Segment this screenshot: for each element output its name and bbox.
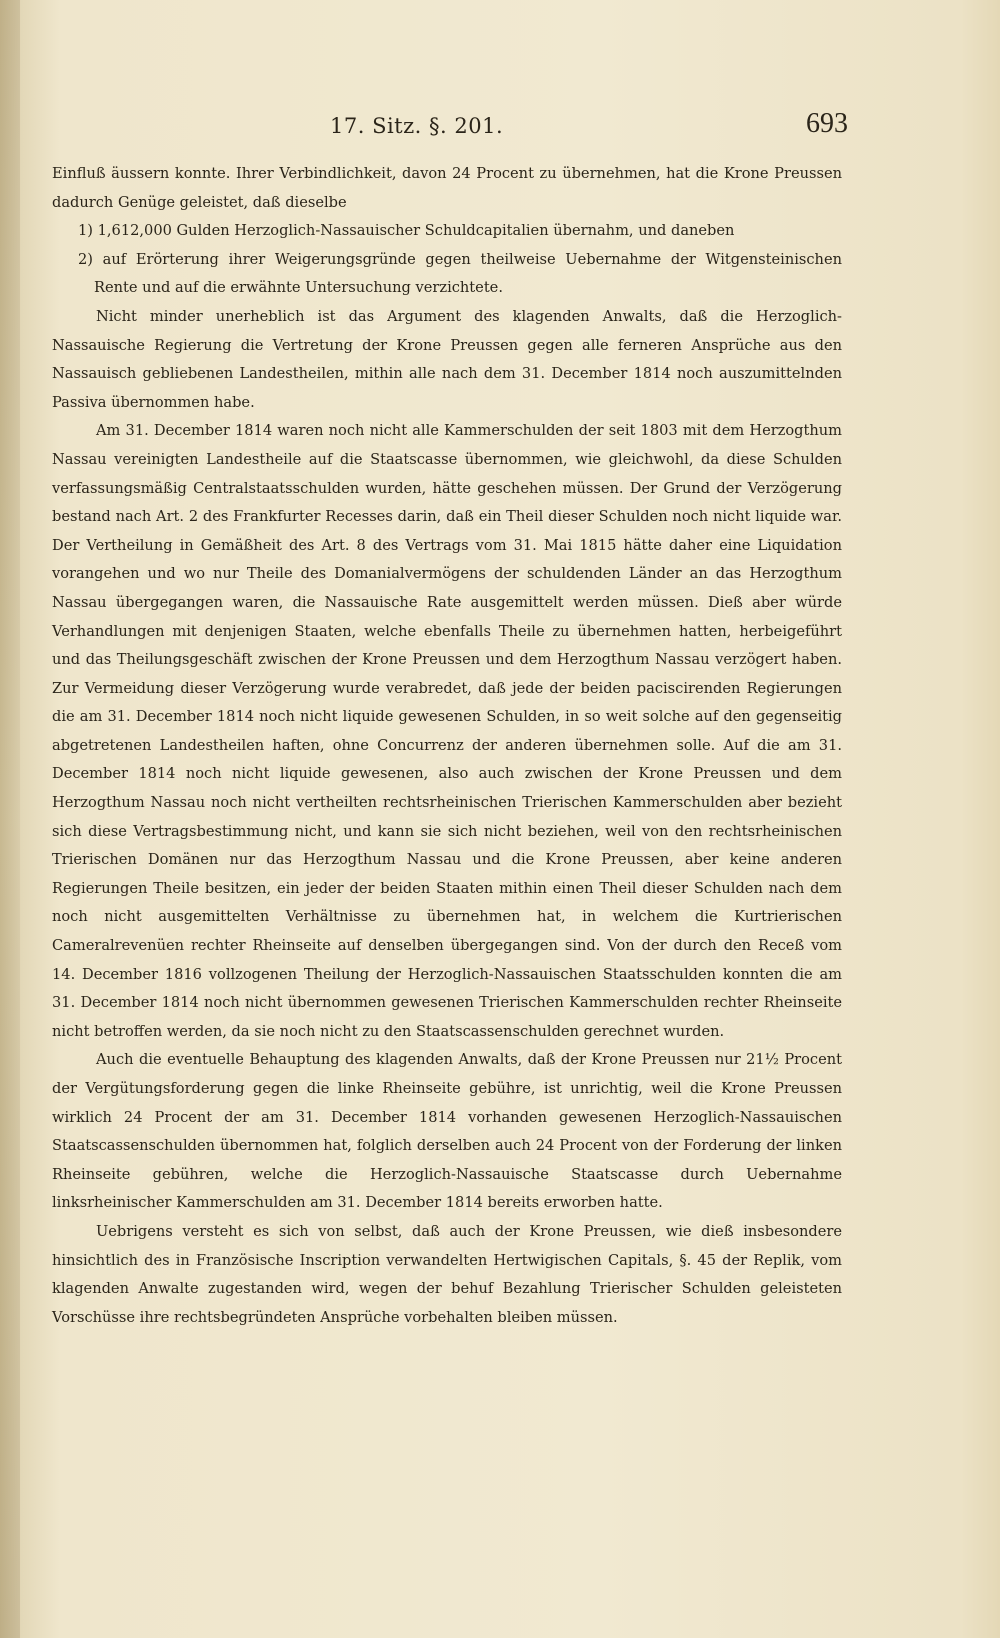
page-body xyxy=(52,160,842,1332)
paragraph: Nicht minder unerheblich ist das Argument des klagenden Anwalts, daß die Herzoglich-Nassauische Regierung die Vertretung der Krone Preussen gegen alle ferneren Ansprüche aus den Nassauisch gebliebenen Landestheilen, mithin alle nach dem 31. December 1814 noch auszumittelnden Passiva übernommen habe. xyxy=(52,307,842,411)
paragraph: Uebrigens versteht es sich von selbst, daß auch der Krone Preussen, wie dieß insbesondere hinsichtlich des in Französische Inscription verwandelten Hertwigischen Capitals, §. 45 der Replik, vom klagenden Anwalte zugestanden wird, wegen der behuf Bezahlung Trierischer Schulden geleisteten Vorschüsse ihre rechtsbegründeten Ansprüche vorbehalten bleiben müssen. xyxy=(52,1222,842,1326)
list-item-1: 1) 1,612,000 Gulden Herzoglich-Nassauischer Schuldcapitalien übernahm, und daneben xyxy=(78,222,735,240)
paragraph: Am 31. December 1814 waren noch nicht alle Kammerschulden der seit 1803 mit dem Herzogthum Nassau vereinigten Landestheile auf die Staatscasse übernommen, wie gleichwohl, da diese Schulden verfassungsmäßig Centralstaatsschulden wurden, hätte geschehen müssen. Der Grund der Verzögerung bestand nach Art. 2 des Frankfurter Recesses darin, daß ein Theil dieser Schulden noch nicht liquide war. Der Vertheilung in Gemäßheit des Art. 8 des Vertrags vom 31. Mai 1815 hätte daher eine Liquidation vorangehen und wo nur Theile des Domanialvermögens der schuldenden Länder an das Herzogthum Nassau übergegangen waren, die Nassauische Rate ausgemittelt werden müssen. Dieß aber würde Verhandlungen mit denjenigen Staaten, welche ebenfalls Theile zu übernehmen hatten, herbeigeführt und das Theilungsgeschäft zwischen der Krone Preussen und dem Herzogthum Nassau verzögert haben. Zur Vermeidung dieser Verzögerung wurde verabredet, daß jede der beiden paciscirenden Regierungen die am 31. December 1814 noch nicht liquide gewesenen Schulden, in so weit solche auf den gegenseitig abgetretenen Landestheilen haften, ohne Concurrenz der anderen übernehmen solle. Auf die am 31. December 1814 noch nicht liquide gewesenen, also auch zwischen der Krone Preussen und dem Herzogthum Nassau noch nicht vertheilten rechtsrheinischen Trierischen Kammerschulden aber bezieht sich diese Vertragsbestimmung nicht, und kann sie sich nicht beziehen, weil von den rechtsrheinischen Trierischen Domänen nur das Herzogthum Nassau und die Krone Preussen, aber keine anderen Regierungen Theile besitzen, ein jeder der beiden Staaten mithin einen Theil dieser Schulden nach dem noch nicht ausgemittelten Verhältnisse zu übernehmen hat, in welchem die Kurtrierischen Cameralrevenüen rechter Rheinseite auf denselben übergegangen sind. Von der durch den Receß vom 14. December 1816 vollzogenen Theilung der Herzoglich-Nassauischen Staatsschulden konnten die am 31. December 1814 noch nicht übernommen gewesenen Trierischen Kammerschulden rechter Rheinseite nicht betroffen werden, da sie noch nicht zu den Staatscassenschulden gerechnet wurden. xyxy=(52,422,842,1040)
page-header xyxy=(52,108,848,146)
paragraph: Auch die eventuelle Behauptung des klagenden Anwalts, daß der Krone Preussen nur 21½ Procent der Vergütungsforderung gegen die linke Rheinseite gebühre, ist unrichtig, weil die Krone Preussen wirklich 24 Procent der am 31. December 1814 vorhanden gewesenen Herzoglich-Nassauischen Staatscassenschulden übernommen hat, folglich derselben auch 24 Procent von der Forderung der linken Rheinseite gebühren, welche die Herzoglich-Nassauische Staatscasse durch Uebernahme linksrheinischer Kammerschulden am 31. December 1814 bereits erworben hatte. xyxy=(52,1051,842,1212)
page-gutter-shadow xyxy=(0,0,20,1638)
paragraph-continuation: Einfluß äussern konnte. Ihrer Verbindlichkeit, davon 24 Procent zu übernehmen, hat die Krone Preussen dadurch Genüge geleistet, daß dieselbe xyxy=(52,165,842,211)
list-item-2: 2) auf Erörterung ihrer Weigerungsgründe gegen theilweise Uebernahme der Witgensteinischen Rente und auf die erwähnte Untersuchung verzichtete. xyxy=(78,250,842,297)
page-number: 693 xyxy=(806,108,848,139)
sheet-mark: 17. Sitz. §. 201. xyxy=(330,114,504,138)
